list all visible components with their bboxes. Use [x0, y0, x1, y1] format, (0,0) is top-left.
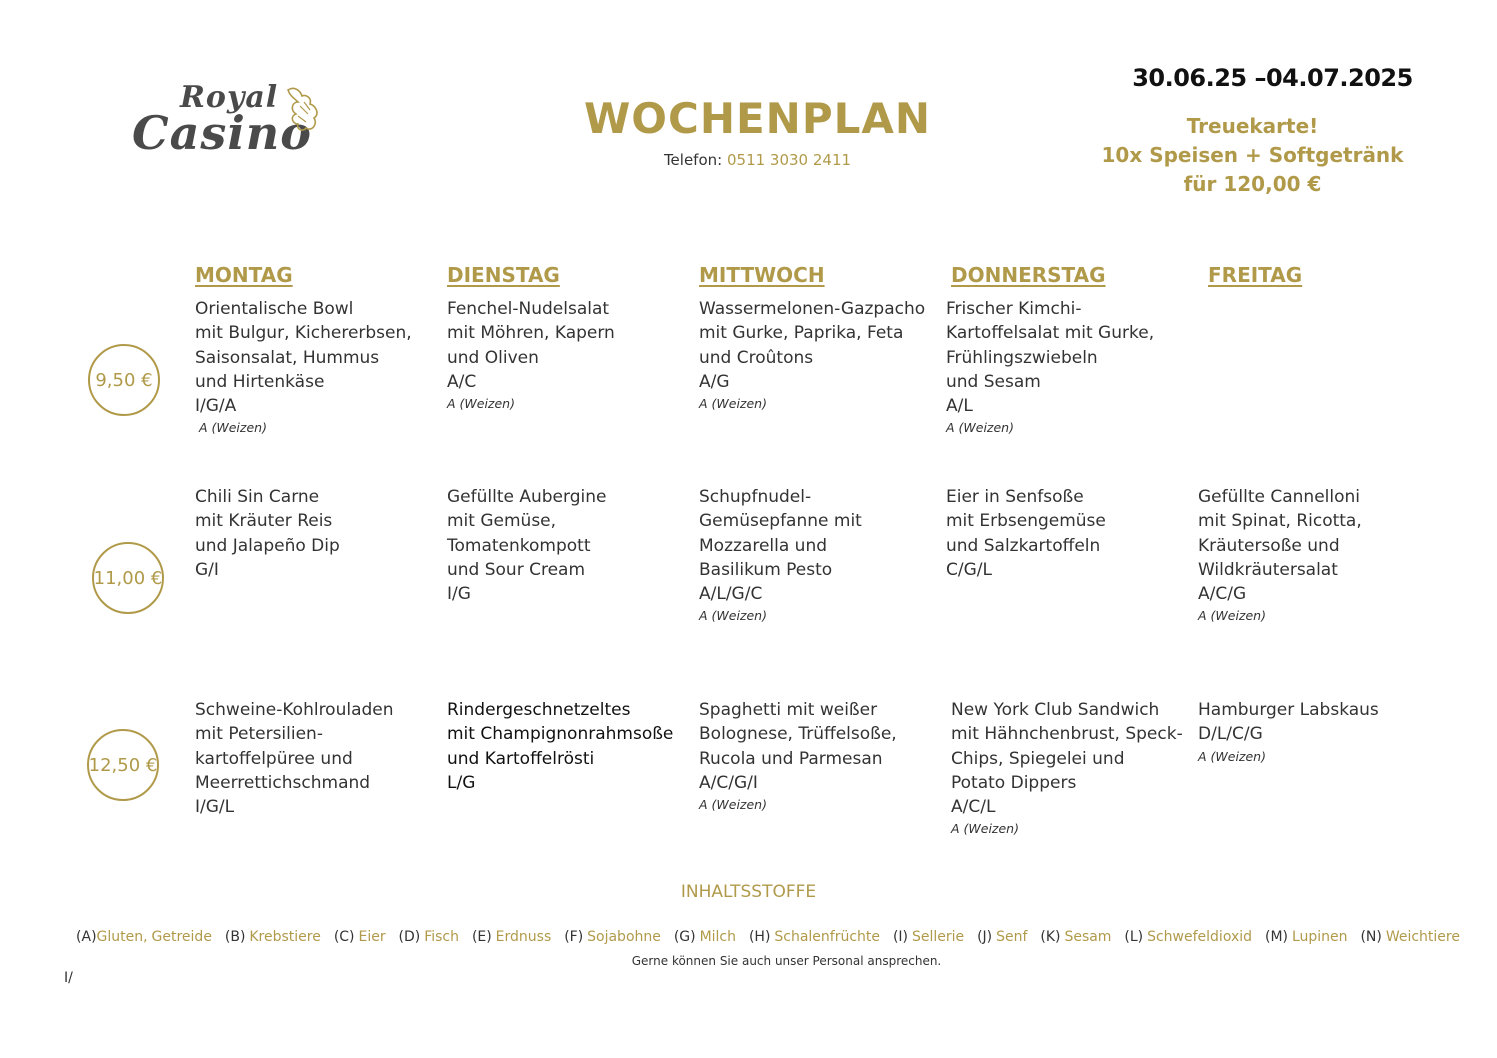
ingredients-legend [0, 929, 1497, 945]
allergen-code: A/C/G [1198, 584, 1247, 605]
dish-r3-montag: Schweine-Kohlrouladen mit Petersilien- kartoffelpüree und Meerrettichschmand I/G/L [195, 698, 435, 819]
loyalty-line-1: Treuekarte! [1186, 114, 1319, 138]
dish-r1-donnerstag: Frischer Kimchi- Kartoffelsalat mit Gurke, Frühlingszwiebeln und Sesam A/L A (Weizen) [946, 297, 1186, 437]
dish-r3-freitag: Hamburger Labskaus D/L/C/G A (Weizen) [1198, 698, 1438, 766]
dish-r3-mittwoch: Spaghetti mit weißer Bolognese, Trüffelsoße, Rucola und Parmesan A/C/G/I A (Weizen) [699, 698, 939, 814]
allergen-code: A/C/G/I [699, 772, 758, 793]
legend-item: (K) Sesam [1040, 929, 1112, 945]
allergen-note: A (Weizen) [699, 797, 767, 813]
allergen-code: L/G [447, 772, 476, 793]
allergen-note: A (Weizen) [1198, 608, 1266, 624]
allergen-note: A (Weizen) [699, 608, 767, 624]
legend-item: (N) Weichtiere [1360, 929, 1460, 945]
allergen-note: A (Weizen) [447, 396, 515, 412]
allergen-code: A/L [946, 396, 973, 417]
allergen-note: A (Weizen) [946, 420, 1014, 436]
logo [132, 80, 327, 170]
staff-note: Gerne können Sie auch unser Personal ansprechen. [631, 954, 942, 968]
allergen-code: C/G/L [946, 559, 992, 580]
day-header-donnerstag: DONNERSTAG [951, 263, 1106, 287]
dish-r2-dienstag: Gefüllte Aubergine mit Gemüse, Tomatenkompott und Sour Cream I/G [447, 485, 687, 606]
loyalty-line-2: 10x Speisen + Softgetränk [1101, 143, 1404, 167]
legend-item: (M) Lupinen [1264, 929, 1348, 945]
dish-r1-montag: Orientalische Bowl mit Bulgur, Kichererbsen, Saisonsalat, Hummus und Hirtenkäse I/G/A A (Weizen) [195, 297, 435, 437]
price-badge-1: 9,50 € [88, 344, 160, 416]
logo-royal-text: Royal [180, 80, 279, 115]
logo-casino-text: Casino [132, 106, 312, 160]
allergen-code: I/G/A [195, 396, 237, 417]
legend-item: (E) Erdnuss [471, 929, 552, 945]
legend-item: (L) Schwefeldioxid [1124, 929, 1253, 945]
horse-icon [280, 84, 324, 136]
dish-r3-donnerstag: New York Club Sandwich mit Hähnchenbrust, Speck- Chips, Spiegelei und Potato Dippers A/C/L A (Weizen) [951, 698, 1196, 838]
dish-r1-mittwoch: Wassermelonen-Gazpacho mit Gurke, Paprika, Feta und Croûtons A/G A (Weizen) [699, 297, 939, 413]
allergen-note: A (Weizen) [951, 821, 1019, 837]
phone-line [560, 151, 955, 169]
allergen-note: A (Weizen) [1198, 748, 1266, 764]
loyalty-offer [1095, 112, 1410, 199]
dish-r2-montag: Chili Sin Carne mit Kräuter Reis und Jalapeño Dip G/I [195, 485, 435, 582]
legend-item: (B) Krebstiere [224, 929, 321, 945]
allergen-code: I/G/L [195, 797, 235, 818]
ingredients-title: INHALTSSTOFFE [680, 882, 817, 902]
allergen-note: A (Weizen) [195, 420, 267, 436]
page-title: WOCHENPLAN [583, 94, 932, 143]
dish-r1-dienstag: Fenchel-Nudelsalat mit Möhren, Kapern und Oliven A/C A (Weizen) [447, 297, 687, 413]
legend-item: (H) Schalenfrüchte [748, 929, 881, 945]
day-header-dienstag: DIENSTAG [447, 263, 560, 287]
loyalty-line-3: für 120,00 € [1183, 172, 1322, 196]
phone-label: Telefon: [663, 151, 723, 169]
day-header-freitag: FREITAG [1208, 263, 1303, 287]
allergen-code: D/L/C/G [1198, 724, 1263, 745]
day-header-mittwoch: MITTWOCH [699, 263, 825, 287]
allergen-code: I/G [447, 584, 471, 605]
allergen-code: A/G [699, 371, 730, 392]
day-header-montag: MONTAG [195, 263, 293, 287]
dish-r2-freitag: Gefüllte Cannelloni mit Spinat, Ricotta, Kräutersoße und Wildkräutersalat A/C/G A (Weizen) [1198, 485, 1438, 625]
price-badge-2: 11,00 € [92, 542, 164, 614]
legend-item: (J) Senf [977, 929, 1028, 945]
legend-item: (F) Sojabohne [564, 929, 661, 945]
legend-item: (I) Sellerie [892, 929, 965, 945]
allergen-code: A/L/G/C [699, 584, 763, 605]
page-mark: I/ [64, 970, 73, 986]
phone-number[interactable]: 0511 3030 2411 [726, 151, 852, 169]
allergen-note: A (Weizen) [699, 396, 767, 412]
legend-item: (D) Fisch [398, 929, 459, 945]
allergen-code: A/C/L [951, 797, 996, 818]
legend-item: (G) Milch [673, 929, 736, 945]
price-badge-3: 12,50 € [87, 729, 159, 801]
legend-item: (C) Eier [333, 929, 386, 945]
legend-item: (A)Gluten, Getreide [76, 929, 212, 945]
dish-r2-mittwoch: Schupfnudel- Gemüsepfanne mit Mozzarella und Basilikum Pesto A/L/G/C A (Weizen) [699, 485, 939, 625]
dish-r3-dienstag: Rindergeschnetzeltes mit Champignonrahmsoße und Kartoffelrösti L/G [447, 698, 692, 795]
date-range: 30.06.25 –04.07.2025 [1132, 64, 1413, 92]
allergen-code: A/C [447, 371, 477, 392]
allergen-code: G/I [195, 559, 219, 580]
dish-r2-donnerstag: Eier in Senfsoße mit Erbsengemüse und Salzkartoffeln C/G/L [946, 485, 1186, 582]
